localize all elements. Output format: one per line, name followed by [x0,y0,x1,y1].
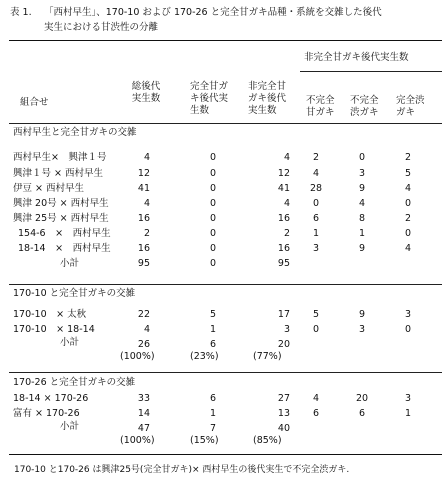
section-title: 170-10 と完全甘ガキの交雑 [13,288,136,299]
cell-pcna: 0 [209,258,216,269]
cell-total: 33 [137,393,150,404]
cell-pcasub: 4 [358,198,366,209]
row-name: 興津１号 × 西村早生 [13,168,103,179]
cell-pcnasub: 5 [312,309,320,320]
table-number: 表 1. [10,7,32,18]
header-pcnasub: 不完全 甘ガキ [306,95,335,118]
section-rule [9,372,442,373]
row-name: 18-14 × 西村早生 [18,243,111,254]
cell-pca: 4 [404,243,412,254]
cell-pcasub: 3 [358,168,366,179]
cell-pcasub: 3 [358,324,366,335]
header-non-pcna: 非完全甘 ガキ後代 実生数 [248,81,287,116]
cell-pca: 0 [404,198,412,209]
cell-pca: 4 [404,183,412,194]
header-pca: 完全渋 ガキ [396,95,425,118]
cell-non: 12 [277,168,290,179]
cell-non: 4 [283,198,290,209]
row-name: 富有 × 170-26 [13,408,80,419]
cell-pcnasub: 4 [312,393,320,404]
cell-pcna: 1 [209,324,216,335]
cell-pcna: 6 [209,393,216,404]
cell-non: 95 [277,258,290,269]
cell-pcnasub: 6 [312,408,320,419]
header-pcasub: 不完全 渋ガキ [350,95,379,118]
cell-pcna: 0 [209,228,216,239]
section-title: 170-26 と完全甘ガキの交雑 [13,377,136,388]
cell-pcna: 0 [209,243,216,254]
cell-pcasub: 1 [358,228,366,239]
cell-non: 41 [277,183,290,194]
cell-pcna: 5 [209,309,216,320]
cell-pcnasub: 0 [312,198,320,209]
header-combination: 組合せ [20,97,49,108]
cell-pcasub: 0 [358,152,366,163]
subtotal-label: 小計 [60,258,80,269]
cell-pca: 2 [404,213,412,224]
cell-total: 95 [137,258,150,269]
cell-pca: 5 [404,168,412,179]
cell-non: 3 [283,324,290,335]
cell-pca: 0 [404,324,412,335]
cell-pca: 3 [404,393,412,404]
cell-non: 20 [277,339,290,350]
header-pcna: 完全甘ガ キ後代実 生数 [190,81,229,116]
section-title: 西村早生と完全甘ガキの交雑 [13,127,137,138]
table-caption-line1: 「西村早生」、170-10 および 170-26 と完全甘ガキ品種・系統を交雑した後代 [44,7,382,18]
header-total: 総後代 実生数 [131,81,161,104]
cell-pcasub: 9 [358,309,366,320]
cell-pcna: 7 [209,423,216,434]
cell-pcnasub: 28 [309,183,323,194]
cell-pca: 2 [404,152,412,163]
cell-pca: 1 [404,408,412,419]
cell-pcasub: 6 [358,408,366,419]
cell-pcna: 0 [209,183,216,194]
cell-pcnasub: 3 [312,243,320,254]
row-name: 興津 20号 × 西村早生 [13,198,109,209]
cell-pcnasub: 0 [312,324,320,335]
table-bottom-rule [9,454,442,455]
subtotal-label: 小計 [60,337,80,348]
cell-pcna: 0 [209,213,216,224]
cell-pcnasub: 4 [312,168,320,179]
row-name: 伊豆 × 西村早生 [13,183,84,194]
cell-total: 14 [137,408,150,419]
cell-non: 27 [277,393,290,404]
row-name: 西村早生× 興津１号 [13,152,107,163]
cell-non: 17 [277,309,290,320]
header-group-rule [300,71,442,72]
cell-pcasub: 8 [358,213,366,224]
pct-pcna: (23%) [190,351,219,362]
row-name: 18-14 × 170-26 [13,393,89,404]
subtotal-label: 小計 [60,421,80,432]
cell-total: 12 [137,168,150,179]
cell-non: 13 [277,408,290,419]
cell-total: 22 [137,309,150,320]
cell-total: 4 [143,198,150,209]
table-top-rule [9,40,442,41]
row-name: 170-10 × 18-14 [13,324,95,335]
cell-pca: 0 [404,228,412,239]
row-name: 170-10 × 太秋 [13,309,87,320]
cell-pcnasub: 2 [312,152,320,163]
footnote: 170-10 と170-26 は興津25号(完全甘ガキ)× 西村早生の後代実生で不完全渋ガキ. [14,465,350,475]
cell-non: 2 [283,228,290,239]
cell-total: 2 [143,228,150,239]
cell-pcna: 6 [209,339,216,350]
cell-pcna: 0 [209,198,216,209]
header-group-noncomplete: 非完全甘ガキ後代実生数 [304,52,409,63]
cell-pca: 3 [404,309,412,320]
cell-pcna: 0 [209,168,216,179]
pct-non: (77%) [253,351,282,362]
cell-pcasub: 9 [358,243,366,254]
cell-pcna: 1 [209,408,216,419]
header-bottom-rule [9,123,442,124]
cell-total: 26 [137,339,150,350]
cell-pcnasub: 1 [312,228,320,239]
pct-total: (100%) [120,435,155,446]
cell-total: 16 [137,243,150,254]
pct-total: (100%) [120,351,155,362]
pct-pcna: (15%) [190,435,219,446]
cell-pcasub: 9 [358,183,366,194]
table-caption-line2: 実生における甘渋性の分離 [44,22,159,33]
cell-pcna: 0 [209,152,216,163]
cell-non: 40 [277,423,290,434]
cell-non: 16 [277,243,290,254]
cell-total: 41 [137,183,150,194]
cell-non: 16 [277,213,290,224]
cell-total: 4 [143,324,150,335]
section-rule [9,284,442,285]
row-name: 154-6 × 西村早生 [18,228,111,239]
cell-pcnasub: 6 [312,213,320,224]
cell-total: 47 [137,423,150,434]
cell-non: 4 [283,152,290,163]
row-name: 興津 25号 × 西村早生 [13,213,109,224]
cell-total: 16 [137,213,150,224]
pct-non: (85%) [253,435,282,446]
cell-total: 4 [143,152,150,163]
cell-pcasub: 20 [355,393,369,404]
